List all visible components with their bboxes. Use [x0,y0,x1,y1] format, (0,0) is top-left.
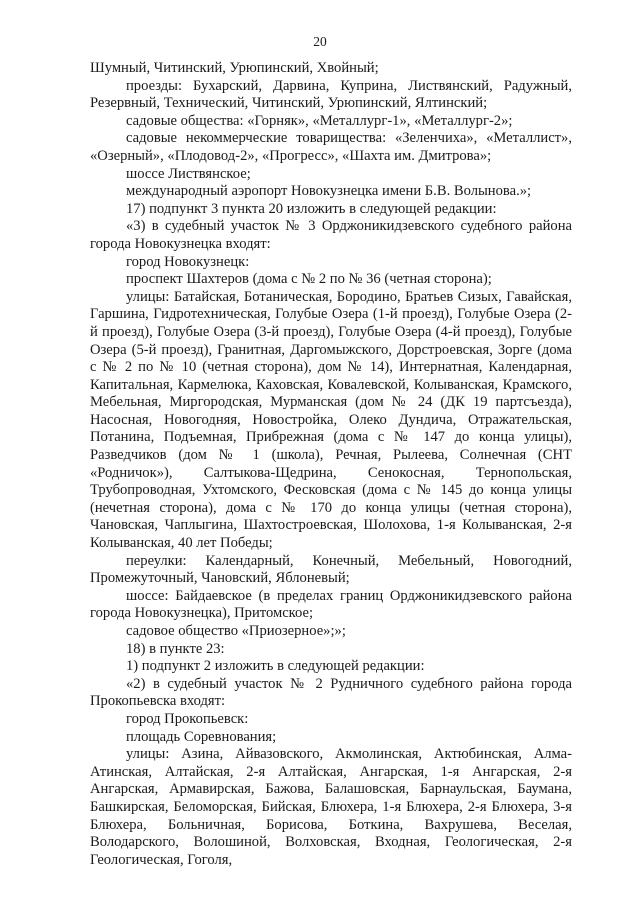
paragraph-court-district-3: «3) в судебный участок № 3 Орджоникидзевского судебного района города Новокузнецка входят: [90,218,572,252]
paragraph-streets-prokopyevsk: улицы: Азина, Айвазовского, Акмолинская, Актюбинская, Алма-Атинская, Алтайская, 2-я Алтайская, Ангарская, 1-я Ангарская, 2-я Ангарская, Армавирская, Бажова, Балашовская, Барнаульская, Баумана, Башкирская, Беломорская, Бийская, Блюхера, 1-я Блюхера, 2-я Блюхера, 3-я Блюхера, Больничная, Борисова, Боткина, Вахрушева, Веселая, Володарского, Волошиной, Волховская, Входная, Геологическая, 2-я Геологическая, Гоголя, [90,746,572,868]
paragraph-highway: шоссе Листвянское; [126,165,251,182]
page-number: 20 [313,34,327,49]
paragraph-court-district-2: «2) в судебный участок № 2 Рудничного судебного района города Прокопьевска входят: [90,675,572,710]
paragraph-streets-novokuznetsk: улицы: Батайская, Ботаническая, Бородино, Братьев Сизых, Гавайская, Гаршина, Гидротехническая, Голубые Озера (1-й проезд), Голубые Озера (2-й проезд), Голубые Озера (3-й проезд), Голубые Озера (4-й проезд), Голубые Озера (5-й проезд), Гранитная, Даргомыжского, Дорстроевская, Зорге (дома с № 2 по № 10 (четная сторона), дом № 14), Интернатная, Календарная, Капитальная, Кармелюка, Каховская, Ковалевской, Колыванская, Крамского, Мебельная, Миргородская, Мурманская (дом № 24 (ДК 19 партсъезда), Насосная, Новогодняя, Новостройка, Олеко Дундича, Отражательская, Потанина, Подъемная, Прибрежная (дома с № 147 до конца улицы), Разведчиков (дом № 1 (школа), Речная, Рылеева, Солнечная (СНТ «Родничок»), Салтыкова-Щедрина, Сенокосная, Тернопольская, Трубопроводная, Ухтомского, Фесковская (дома с № 145 до конца улицы (нечетная сторона), дома с № 170 до конца улицы (четная сторона), Чановская, Чаплыгина, Шахтостроевская, Шолохова, 1-я Колыванская, 2-я Колыванская, 40 лет Победы; [90,288,572,552]
paragraph-city-novokuznetsk: город Новокузнецк: [126,253,250,270]
paragraph-square: площадь Соревнования; [126,728,277,745]
paragraph-garden-partnerships: садовые некоммерческие товарищества: «Зеленчиха», «Металлист», «Озерный», «Плодовод-2», «Прогресс», «Шахта им. Дмитрова»; [90,130,572,164]
paragraph-airport: международный аэропорт Новокузнецка имени Б.В. Волынова.»; [126,183,532,200]
paragraph-item-17: 17) подпункт 3 пункта 20 изложить в следующей редакции: [126,200,497,217]
paragraph-item-18: 18) в пункте 23: [126,640,225,657]
paragraph-garden-societies: садовые общества: «Горняк», «Металлург-1», «Металлург-2»; [126,112,513,129]
paragraph-continuation: Шумный, Читинский, Урюпинский, Хвойный; [90,60,379,76]
paragraph-city-prokopyevsk: город Прокопьевск: [126,710,249,727]
paragraph-passages: проезды: Бухарский, Дарвина, Куприна, Листвянский, Радужный, Резервный, Технический, Читинский, Урюпинский, Ялтинский; [90,77,572,112]
paragraph-prospect: проспект Шахтеров (дома с № 2 по № 36 (четная сторона); [126,271,492,288]
paragraph-garden-society: садовое общество «Приозерное»;»; [126,623,346,639]
paragraph-subitem-2: 1) подпункт 2 изложить в следующей редакции: [126,658,425,675]
paragraph-highways: шоссе: Байдаевское (в пределах границ Орджоникидзевского района города Новокузнецка), Притомское; [90,587,572,622]
document-body [90,60,572,869]
paragraph-lanes: переулки: Календарный, Конечный, Мебельный, Новогодний, Промежуточный, Чановский, Яблоневый; [90,552,572,587]
